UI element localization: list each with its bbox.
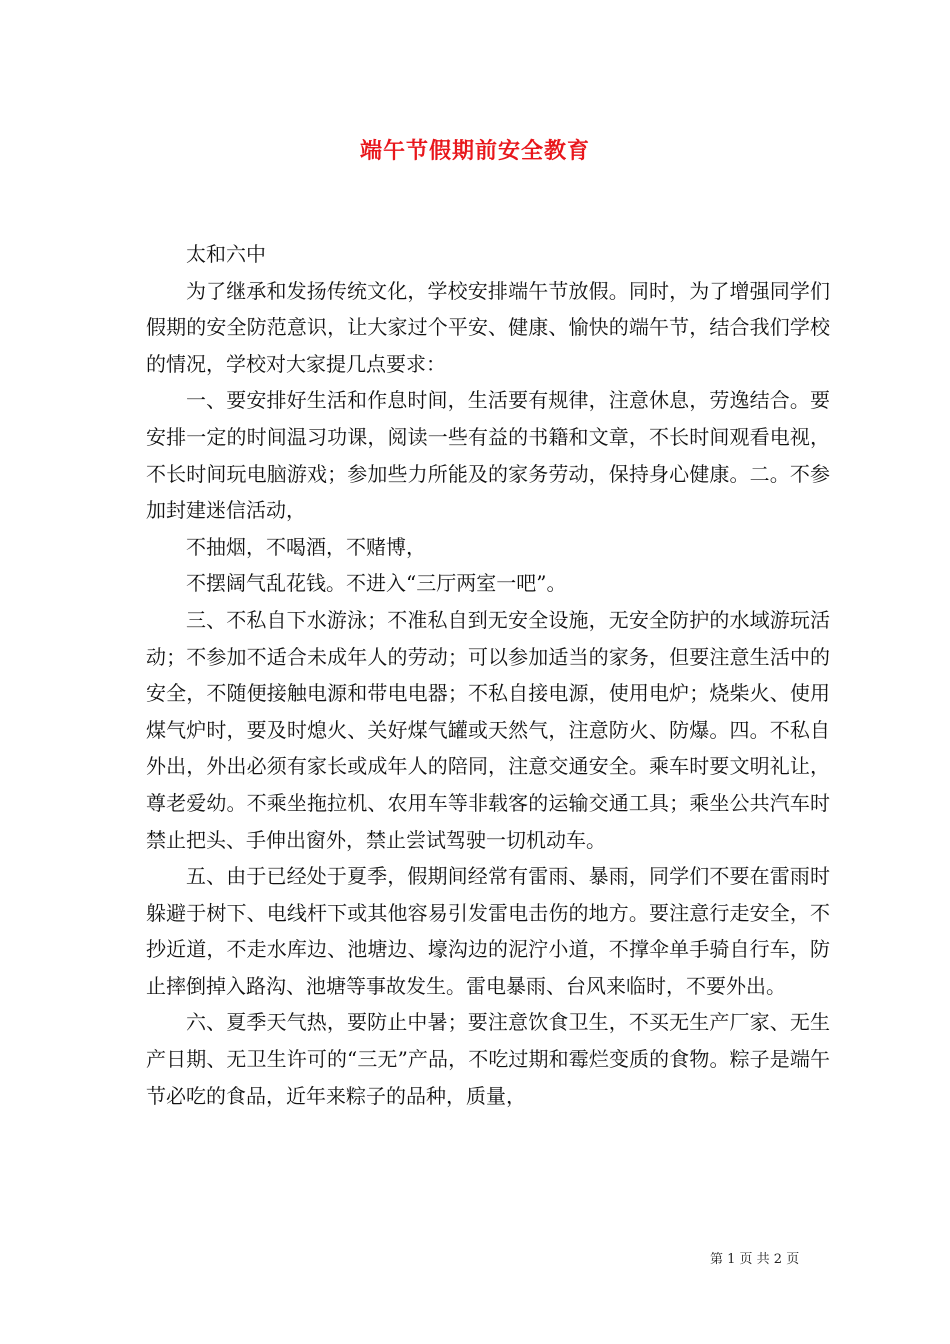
document-title: 端午节假期前安全教育 — [359, 138, 590, 164]
school-name: 太和六中 — [186, 242, 266, 266]
document-body — [146, 236, 830, 1114]
paragraph-1: 一、要安排好生活和作息时间，生活要有规律，注意休息，劳逸结合。要安排一定的时间温习功课，阅读一些有益的书籍和文章，不长时间观看电视，不长时间玩电脑游戏；参加些力所能及的家务劳动，保持身心健康。二。不参加封建迷信活动， — [146, 388, 830, 523]
paragraph-3: 不摆阔气乱花钱。不进入“三厅两室一吧”。 — [186, 571, 567, 596]
paragraph-2: 不抽烟，不喝酒，不赌博， — [186, 534, 426, 559]
paragraph-intro: 为了继承和发扬传统文化，学校安排端午节放假。同时，为了增强同学们假期的安全防范意识，让大家过个平安、健康、愉快的端午节，结合我们学校的情况，学校对大家提几点要求： — [146, 278, 830, 376]
paragraph-5: 五、由于已经处于夏季，假期间经常有雷雨、暴雨，同学们不要在雷雨时躲避于树下、电线杆下或其他容易引发雷电击伤的地方。要注意行走安全，不抄近道，不走水库边、池塘边、壕沟边的泥泞小道，不撑伞单手骑自行车，防止摔倒掉入路沟、池塘等事故发生。雷电暴雨、台风来临时，不要外出。 — [146, 864, 830, 998]
paragraph-4: 三、不私自下水游泳；不准私自到无安全设施，无安全防护的水域游玩活动；不参加不适合未成年人的劳动；可以参加适当的家务，但要注意生活中的安全，不随便接触电源和带电电器；不私自接电源，使用电炉；烧柴火、使用煤气炉时，要及时熄火、关好煤气罐或天然气，注意防火、防爆。四。不私自外出，外出必须有家长或成年人的陪同，注意交通安全。乘车时要文明礼让，尊老爱幼。不乘坐拖拉机、农用车等非载客的运输交通工具；乘坐公共汽车时禁止把头、手伸出窗外，禁止尝试驾驶一切机动车。 — [146, 607, 830, 852]
page-number-footer: 第 1 页 共 2 页 — [710, 1252, 800, 1267]
paragraph-6: 六、夏季天气热，要防止中暑；要注意饮食卫生，不买无生产厂家、无生产日期、无卫生许可的“三无”产品，不吃过期和霉烂变质的食物。粽子是端午节必吃的食品，近年来粽子的品种，质量， — [146, 1010, 830, 1108]
